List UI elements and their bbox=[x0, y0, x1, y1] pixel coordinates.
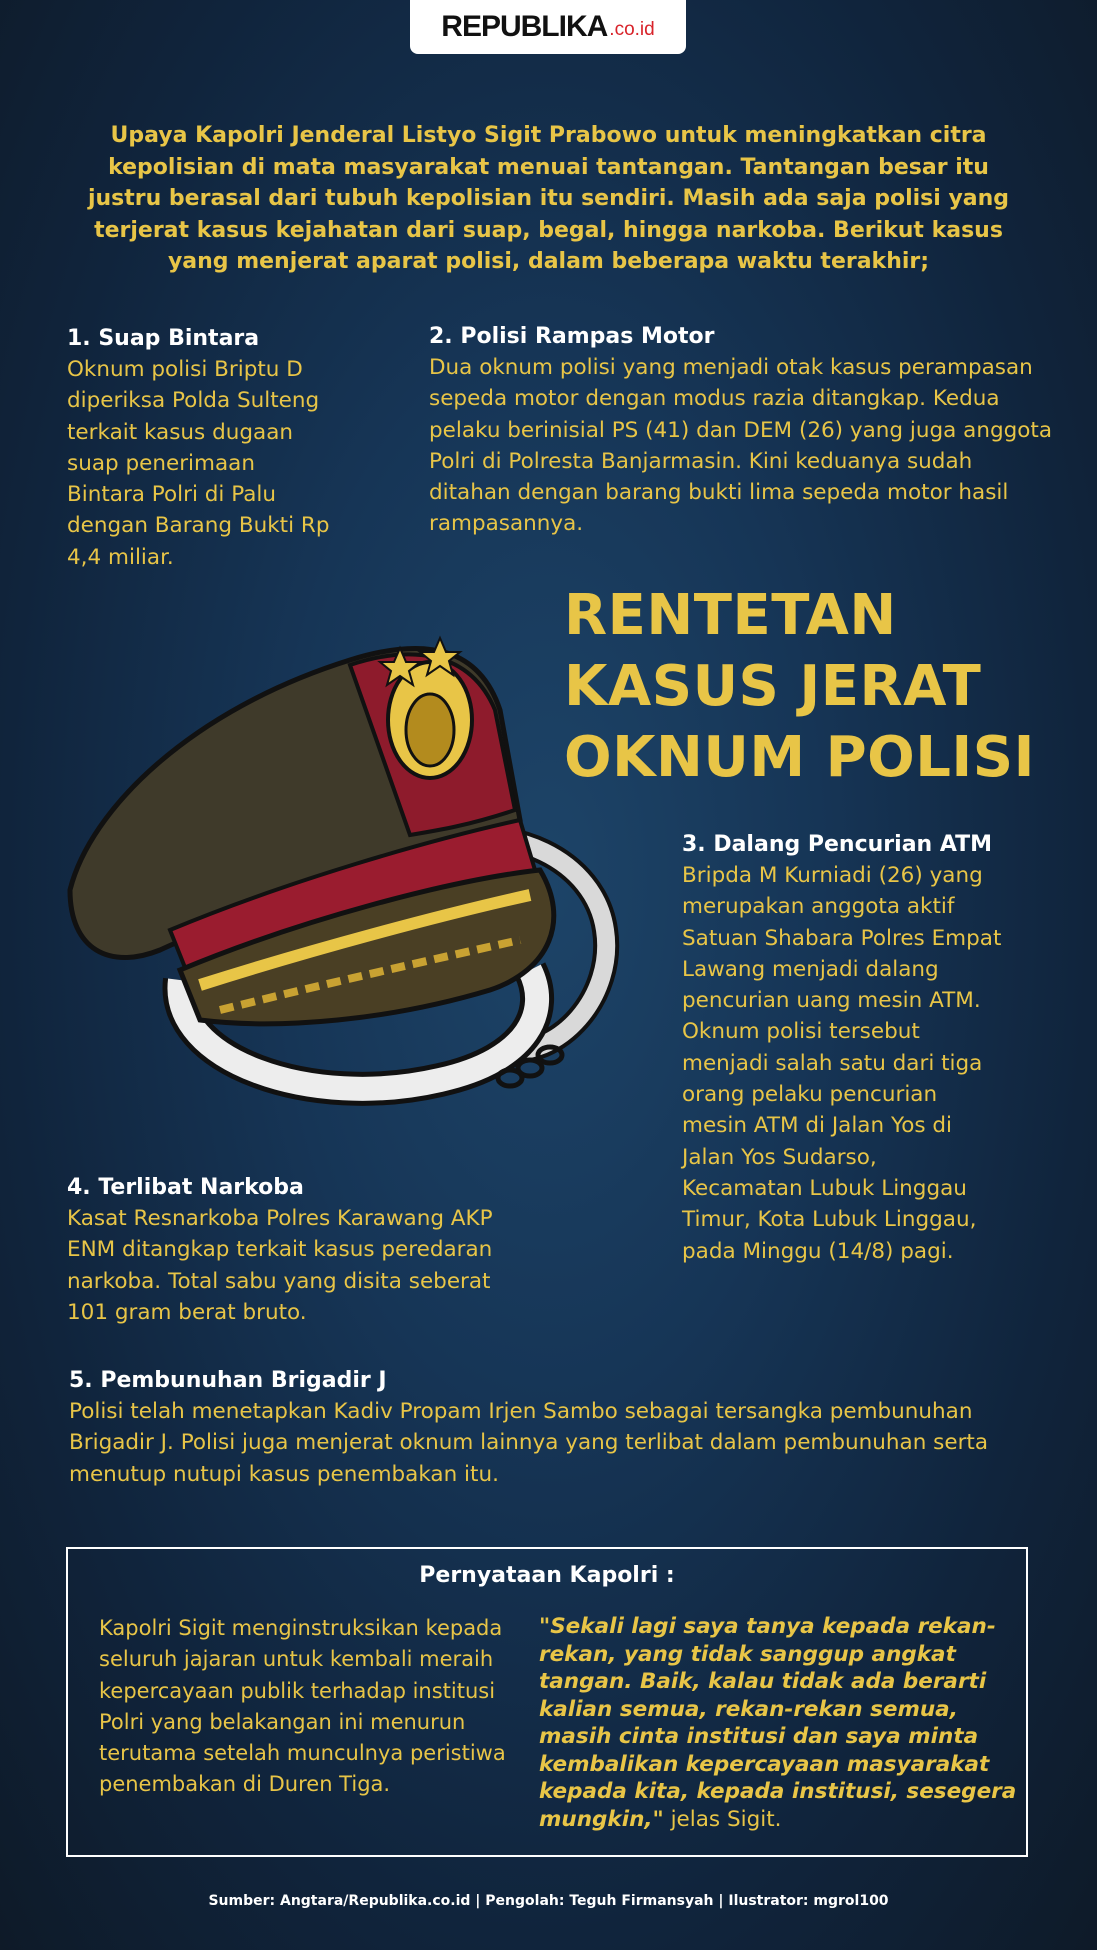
case-body: Oknum polisi Briptu D diperiksa Polda Sulteng terkait kasus dugaan suap penerimaan Bintara Polri di Palu dengan Barang Bukti Rp 4,4 miliar. bbox=[67, 357, 330, 570]
republika-logo[interactable] bbox=[410, 0, 686, 54]
case-title: 5. Pembunuhan Brigadir J bbox=[69, 1368, 387, 1393]
footer-credits: Sumber: Angtara/Republika.co.id | Pengolah: Teguh Firmansyah | Ilustrator: mgrol100 bbox=[208, 1893, 889, 1909]
case-suap-bintara bbox=[67, 323, 337, 573]
statement-summary: Kapolri Sigit menginstruksikan kepada seluruh jajaran untuk kembali meraih kepercayaan publik terhadap institusi Polri yang belakangan ini menurun terutama setelah munculnya peristiwa penembakan di Duren Tiga. bbox=[99, 1616, 506, 1797]
intro-paragraph: Upaya Kapolri Jenderal Listyo Sigit Prabowo untuk meningkatkan citra kepolisian di mata masyarakat menuai tantangan. Tantangan besar itu justru berasal dari tubuh kepolisian itu sendiri. Masih ada saja polisi yang terjerat kasus kejahatan dari suap, begal, hingga narkoba. Berikut kasus yang menjerat aparat polisi, dalam beberapa waktu terakhir; bbox=[87, 123, 1010, 274]
case-body: Polisi telah menetapkan Kadiv Propam Irjen Sambo sebagai tersangka pembunuhan Brigadir J. Polisi juga menjerat oknum lainnya yang terlibat dalam pembunuhan serta menutup nutupi kasus penembakan itu. bbox=[69, 1399, 989, 1487]
case-title: 1. Suap Bintara bbox=[67, 326, 260, 351]
headline-line-3: OKNUM POLISI bbox=[564, 725, 1035, 790]
statement-title: Pernyataan Kapolri : bbox=[419, 1563, 675, 1588]
headline-line-2: KASUS JERAT bbox=[564, 654, 982, 719]
case-dalang-pencurian-atm bbox=[682, 829, 1002, 1267]
police-cap-handcuffs-icon bbox=[50, 590, 630, 1110]
logo-wordmark: REPUBLIKA bbox=[441, 10, 608, 43]
statement-box bbox=[66, 1547, 1028, 1857]
statement-quote-block bbox=[539, 1613, 1019, 1833]
case-title: 2. Polisi Rampas Motor bbox=[429, 324, 715, 349]
statement-attribution: jelas Sigit. bbox=[663, 1806, 782, 1832]
case-pembunuhan-brigadir-j bbox=[69, 1365, 1029, 1490]
statement-quote: "Sekali lagi saya tanya kepada rekan-rekan, yang tidak sanggup angkat tangan. Baik, kalau tidak ada berarti kalian semua, rekan-rekan semua, masih cinta institusi dan saya minta kembalikan kepercayaan masyarakat kepada kita, kepada institusi, sesegera mungkin," bbox=[539, 1614, 1017, 1832]
case-body: Bripda M Kurniadi (26) yang merupakan anggota aktif Satuan Shabara Polres Empat Lawang menjadi dalang pencurian uang mesin ATM. Oknum polisi tersebut menjadi salah satu dari tiga orang pelaku pencurian mesin ATM di Jalan Yos di Jalan Yos Sudarso, Kecamatan Lubuk Linggau Timur, Kota Lubuk Linggau, pada Minggu (14/8) pagi. bbox=[682, 863, 1002, 1264]
logo-domain: .co.id bbox=[609, 19, 655, 40]
case-body: Dua oknum polisi yang menjadi otak kasus perampasan sepeda motor dengan modus razia ditangkap. Kedua pelaku berinisial PS (41) dan DEM (26) yang juga anggota Polri di Polresta Banjarmasin. Kini keduanya sudah ditahan dengan barang bukti lima sepeda motor hasil rampasannya. bbox=[429, 355, 1053, 537]
headline-line-1: RENTETAN bbox=[564, 583, 897, 648]
case-title: 3. Dalang Pencurian ATM bbox=[682, 832, 993, 857]
headline bbox=[564, 580, 1064, 793]
case-polisi-rampas-motor bbox=[429, 321, 1059, 540]
police-cap-icon bbox=[70, 638, 554, 1024]
case-terlibat-narkoba bbox=[67, 1172, 507, 1328]
case-body: Kasat Resnarkoba Polres Karawang AKP ENM ditangkap terkait kasus peredaran narkoba. Total sabu yang disita seberat 101 gram berat bruto. bbox=[67, 1206, 493, 1325]
case-title: 4. Terlibat Narkoba bbox=[67, 1175, 304, 1200]
